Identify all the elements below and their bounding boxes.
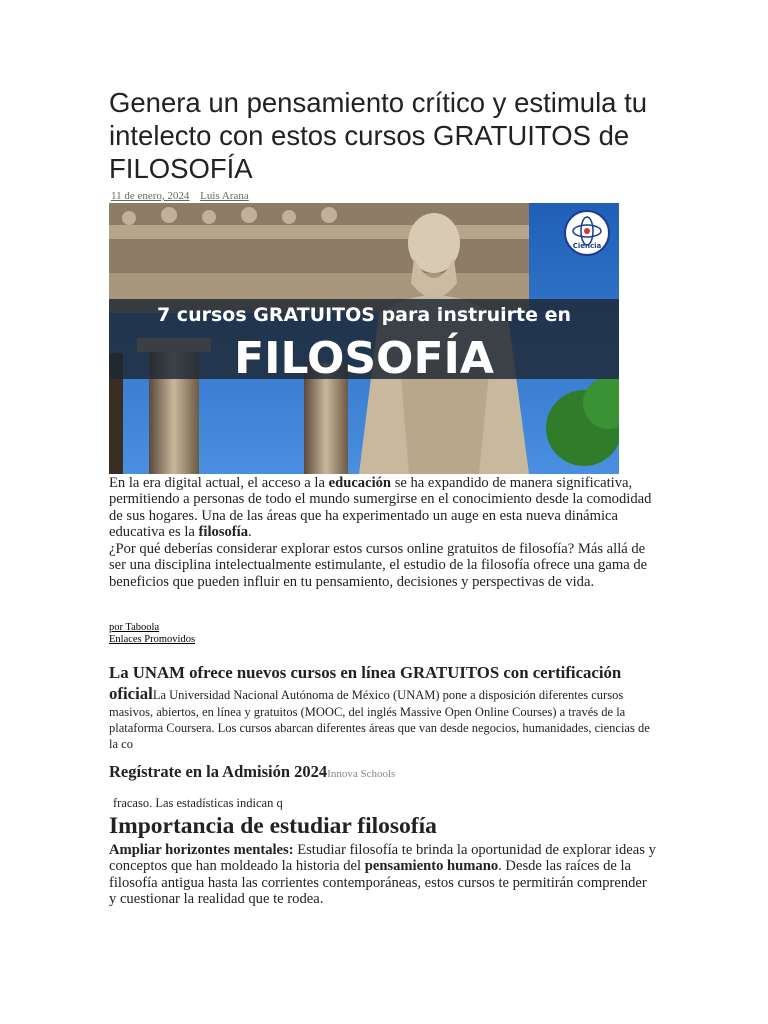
- taboola-credit: [109, 622, 195, 645]
- date-link[interactable]: 11 de enero, 2024: [111, 190, 190, 202]
- author-link[interactable]: Luis Arana: [200, 190, 249, 202]
- promo-admision[interactable]: [109, 762, 395, 782]
- article-title: Genera un pensamiento crítico y estimula tu intelecto con estos cursos GRATUITOS de FILOSOFÍA: [109, 87, 648, 184]
- promo-admision-source: Innova Schools: [327, 768, 396, 780]
- promoted-links-label[interactable]: Enlaces Promovidos: [109, 633, 196, 645]
- promo-unam-headline[interactable]: La UNAM ofrece nuevos cursos en línea GRATUITOS con certificación oficial: [109, 663, 622, 703]
- hero-headline: 7 cursos GRATUITOS para instruirte en: [156, 304, 572, 326]
- section-heading: Importancia de estudiar filosofía: [109, 813, 437, 839]
- hero-image: [109, 203, 619, 474]
- article-meta: [111, 190, 257, 202]
- promo-unam-body: La Universidad Nacional Autónoma de México (UNAM) pone a disposición diferentes cursos masivos, abiertos, en línea y gratuitos (MOOC, del inglés Massive Open Online Courses) a través de la plataforma Coursera. Los cursos abarcan diferentes áreas que van desde negocios, humanidades, ciencias de la co: [109, 688, 650, 752]
- hero-logo-text: Ciencia: [572, 242, 602, 250]
- intro-paragraph: En la era digital actual, el acceso a la educación se ha expandido de manera significativa, permitiendo a personas de todo el mundo sumergirse en el conocimiento desde la comodidad de sus hogares. Una de las áreas que ha experimentado un auge en esta nueva dinámica educativa es la filosofía.: [109, 475, 652, 541]
- text-fragment: fracaso. Las estadísticas indican q: [113, 796, 283, 810]
- hero-word: FILOSOFÍA: [234, 333, 494, 384]
- section-paragraph: Ampliar horizontes mentales: Estudiar filosofía te brinda la oportunidad de explorar ideas y conceptos que han moldeado la historia del pensamiento humano. Desde las raíces de la filosofía antigua hasta las corrientes contemporáneas, estos cursos te permitirán comprender y cuestionar la realidad que te rodea.: [109, 842, 656, 908]
- promo-unam[interactable]: [109, 662, 654, 753]
- taboola-by-link[interactable]: por Taboola: [109, 622, 160, 633]
- promo-admision-headline[interactable]: Regístrate en la Admisión 2024: [109, 762, 328, 781]
- intro-paragraph-2: ¿Por qué deberías considerar explorar estos cursos online gratuitos de filosofía? Más allá de ser una disciplina intelectualmente estimulante, el estudio de la filosofía ofrece una gama de beneficios que pueden influir en tu pensamiento, decisiones y perspectivas de vida.: [109, 541, 648, 590]
